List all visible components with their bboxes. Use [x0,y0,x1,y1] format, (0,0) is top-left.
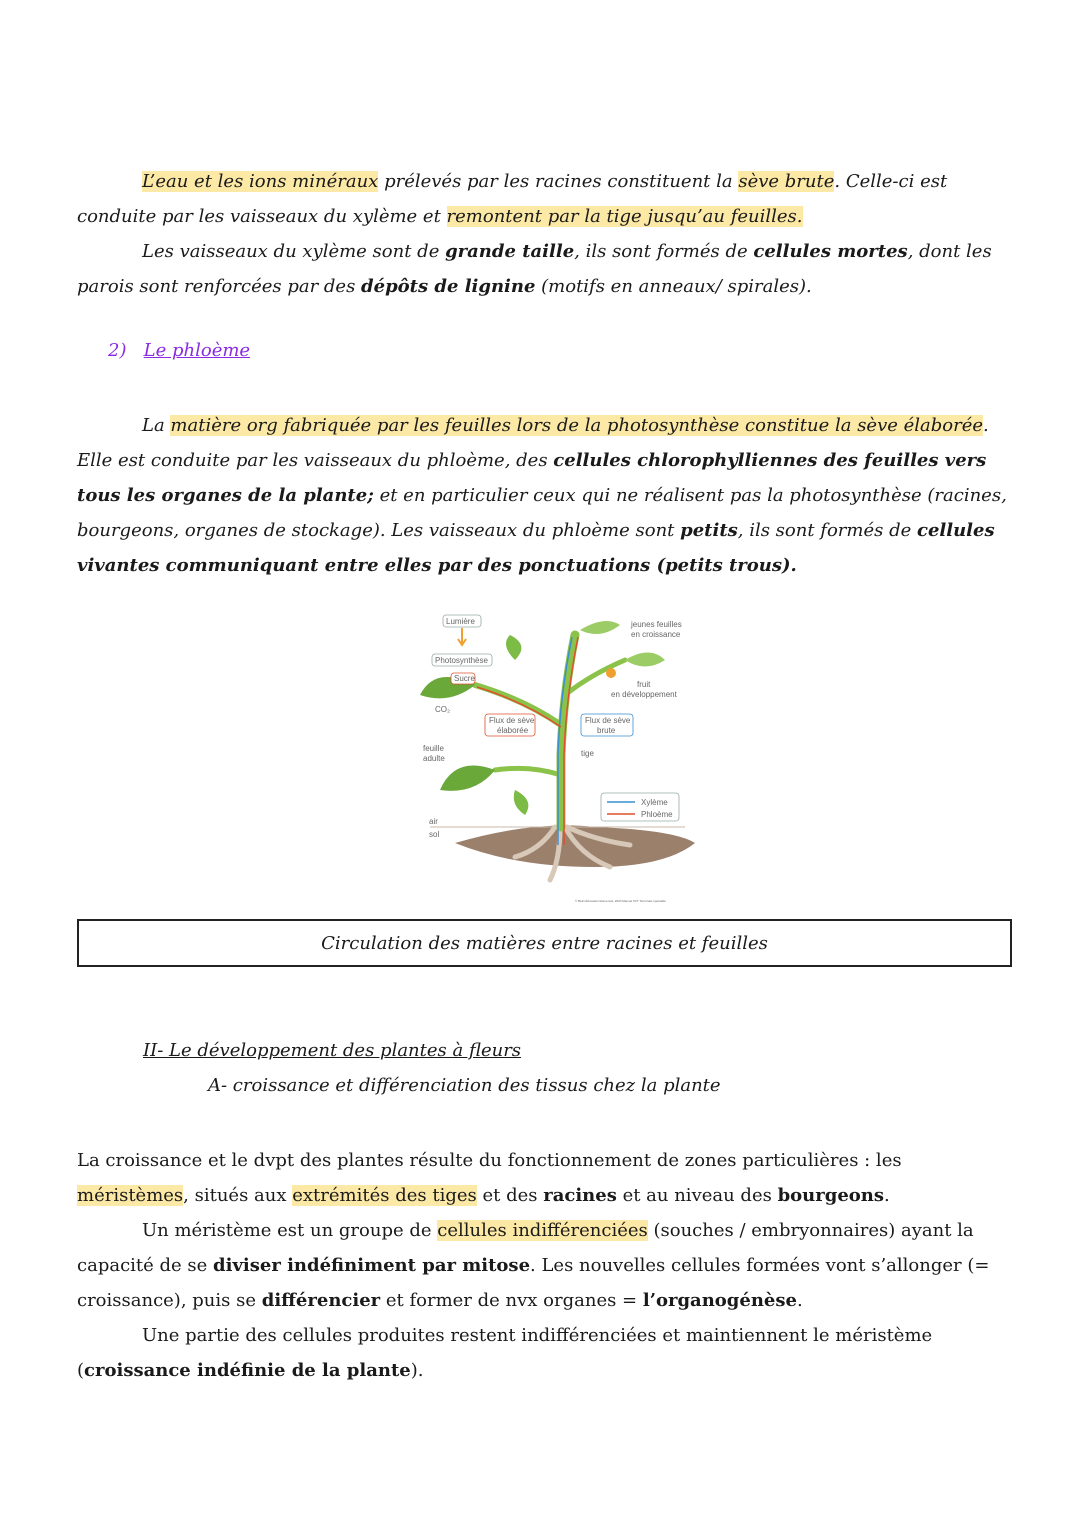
label-flux-elaboree-1: Flux de sève [489,716,535,725]
label-feuille: feuille [423,744,444,753]
label-air: air [429,817,438,826]
label-co2: CO₂ [435,705,451,714]
leaf-top [580,621,620,634]
label-sucre: Sucre [454,674,475,683]
label-sol: sol [429,830,440,839]
leaf-young-right [625,653,665,667]
paragraph-seve-brute: L’eau et les ions minéraux prélevés par les racines constituent la sève brute. Celle-ci est conduite par les vaisseaux du xylème et remontent par la tige jusqu’au feuilles. [77,171,948,227]
leaf-lower-left [440,766,495,791]
label-flux-brute-2: brute [597,726,616,735]
paragraph-phloeme: La matière org fabriquée par les feuilles lors de la photosynthèse constitue la sève élaborée. Elle est conduite par les vaisseaux du phloème, des cellules chlorophylliennes des feuilles vers tous les organes de la plante; et en particulier ceux qui ne réalisent pas la photosynthèse (racines, bourgeons, organes de stockage). Les vaisseaux du phloème sont petits, ils sont formés de cellules vivantes communiquant entre elles par des ponctuations (petits trous). [77,415,1007,576]
legend-phloeme: Phloème [641,810,673,819]
paragraph-croissance-indefinie: Une partie des cellules produites restent indifférenciées et maintiennent le méristème (croissance indéfinie de la plante). [77,1325,933,1381]
light-arrow [458,628,466,645]
subsection-title: A- croissance et différenciation des tissus chez la plante [208,1075,721,1096]
label-jeunes-feuilles: jeunes feuilles [631,620,682,629]
label-tige: tige [581,749,594,758]
label-flux-elaboree-2: élaborée [497,726,529,735]
label-en-croissance: en croissance [631,630,681,639]
leaf-lower-right [514,790,529,815]
diagram-credit: © Belin Éducation/Humensis, 2020 Manuel SVT Terminale spécialité [575,899,666,903]
legend-xyleme: Xylème [641,798,668,807]
fruit [606,668,616,678]
leaf-mid [506,635,521,660]
heading-phloeme: 2) Le phloème [108,340,251,361]
label-adulte: adulte [423,754,445,763]
label-flux-brute-1: Flux de sève [585,716,631,725]
label-fruit: fruit [637,680,651,689]
figure-caption: Circulation des matières entre racines et feuilles [77,919,1012,967]
paragraph-meristeme-definition: Un méristème est un groupe de cellules indifférenciées (souches / embryonnaires) ayant la capacité de se diviser indéfiniment par mitose. Les nouvelles cellules formées vont s’allonger (= croissance), puis se différencier et former de nvx organes = l’organogénèse. [77,1220,990,1311]
label-en-developpement: en développement [611,690,677,699]
label-photosynthese: Photosynthèse [435,656,488,665]
section-title: II- Le développement des plantes à fleurs [143,1040,522,1061]
branch-lower [495,768,561,775]
label-lumiere: Lumière [446,617,475,626]
paragraph-meristemes: La croissance et le dvpt des plantes résulte du fonctionnement de zones particulières : les méristèmes, situés aux extrémités des tiges et des racines et au niveau des bourgeons. [77,1150,902,1206]
plant-circulation-diagram [415,605,715,910]
paragraph-xyleme: Les vaisseaux du xylème sont de grande taille, ils sont formés de cellules mortes, dont les parois sont renforcées par des dépôts de lignine (motifs en anneaux/ spirales). [77,241,992,297]
